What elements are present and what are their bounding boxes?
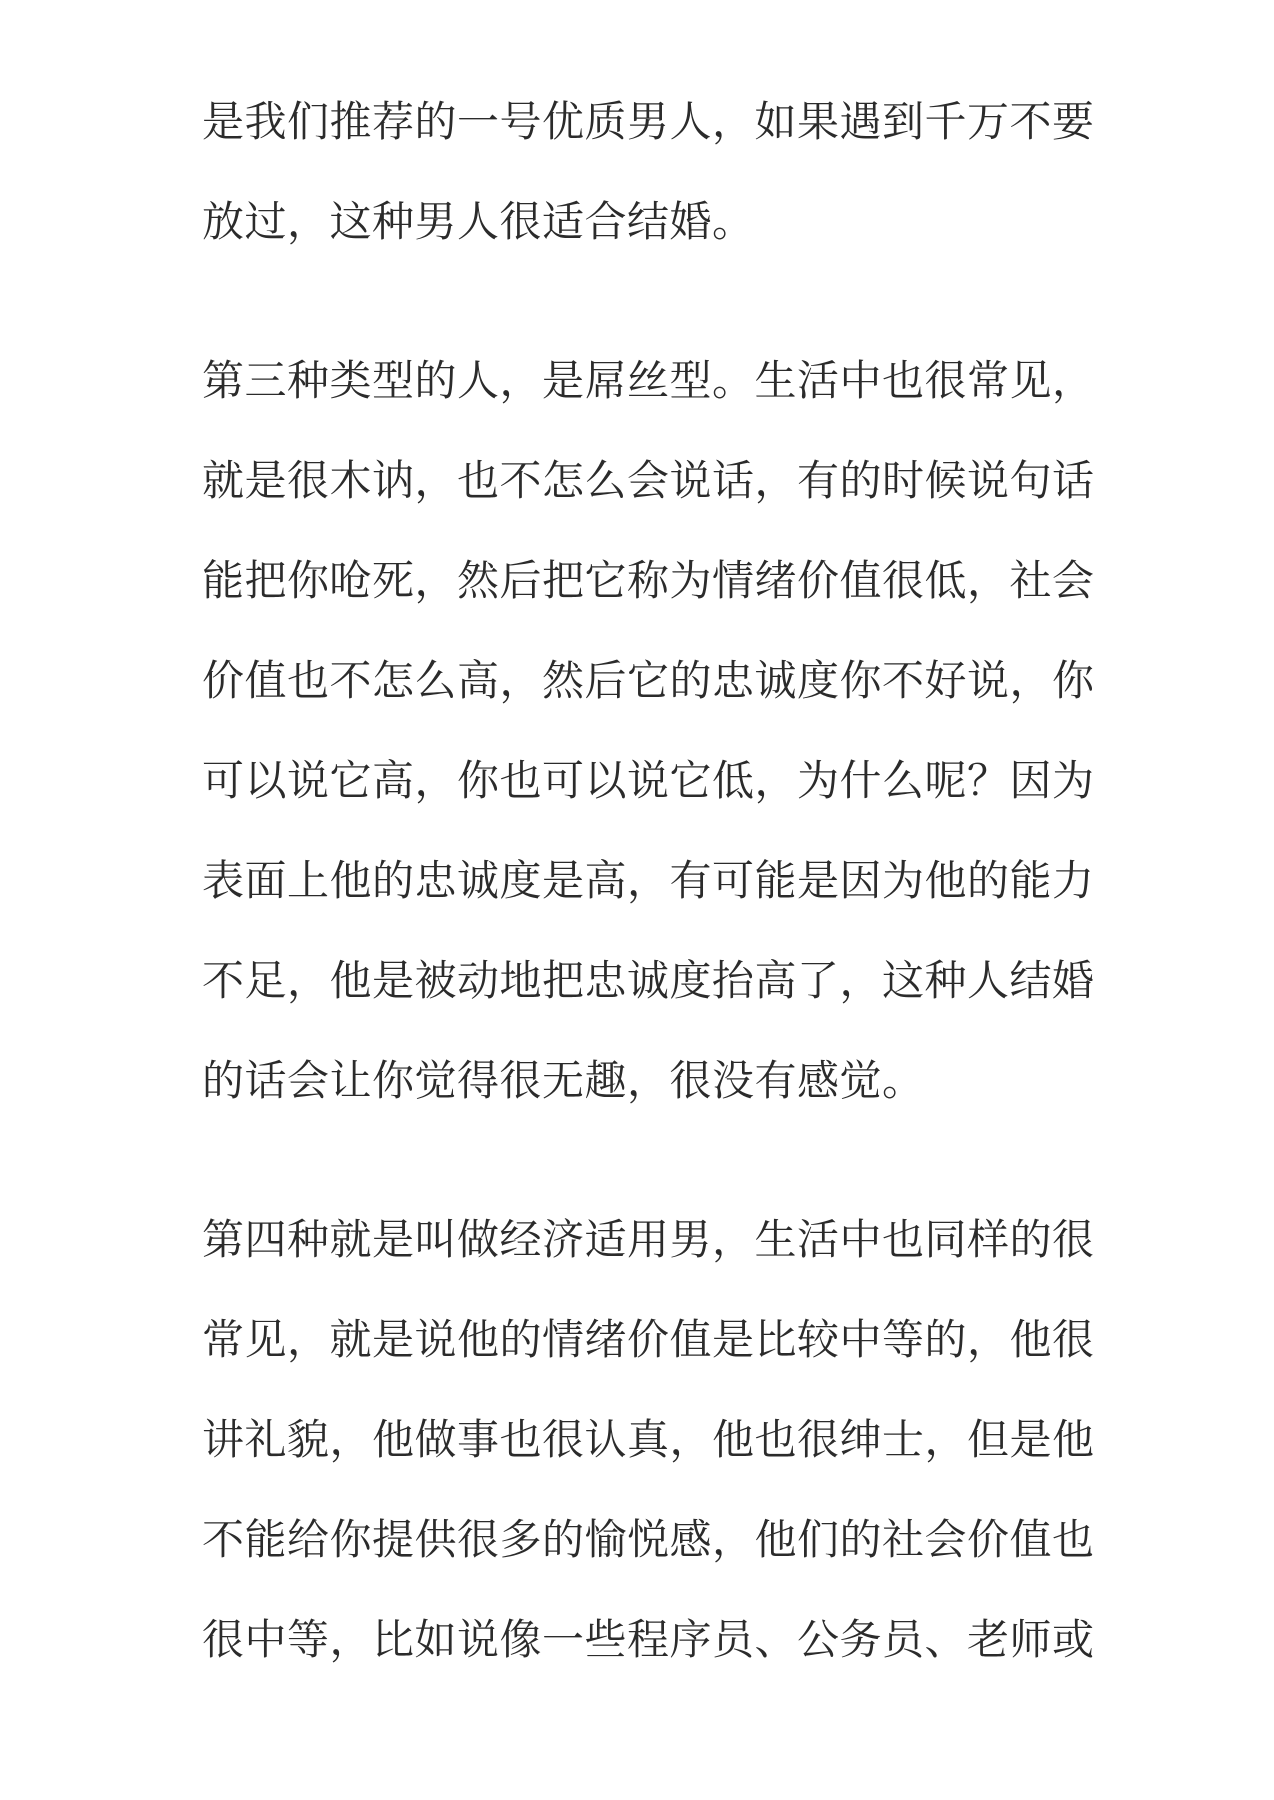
text-line: 常见，就是说他的情绪价值是比较中等的，他很 (202, 1315, 1095, 1364)
text-line: 不能给你提供很多的愉悦感，他们的社会价值也 (202, 1515, 1095, 1564)
text-line: 的话会让你觉得很无趣，很没有感觉。 (202, 1056, 925, 1105)
paragraph-3 (202, 1190, 1095, 1690)
text-line: 放过，这种男人很适合结婚。 (202, 197, 755, 246)
text-line: 价值也不怎么高，然后它的忠诚度你不好说，你 (202, 656, 1095, 705)
text-line: 很中等，比如说像一些程序员、公务员、老师或 (202, 1615, 1095, 1664)
article-body (202, 72, 1095, 1690)
text-line: 是我们推荐的一号优质男人，如果遇到千万不要 (202, 97, 1095, 146)
text-line: 第四种就是叫做经济适用男，生活中也同样的很 (202, 1215, 1095, 1264)
paragraph-2 (202, 331, 1095, 1131)
text-line: 第三种类型的人，是屌丝型。生活中也很常见， (202, 356, 1095, 405)
text-line: 表面上他的忠诚度是高，有可能是因为他的能力 (202, 856, 1095, 905)
text-line: 不足，他是被动地把忠诚度抬高了，这种人结婚 (202, 956, 1095, 1005)
paragraph-1 (202, 72, 1095, 272)
text-line: 就是很木讷，也不怎么会说话，有的时候说句话 (202, 456, 1095, 505)
text-line: 可以说它高，你也可以说它低，为什么呢？因为 (202, 756, 1095, 805)
text-line: 能把你呛死，然后把它称为情绪价值很低，社会 (202, 556, 1095, 605)
text-line: 讲礼貌，他做事也很认真，他也很绅士，但是他 (202, 1415, 1095, 1464)
